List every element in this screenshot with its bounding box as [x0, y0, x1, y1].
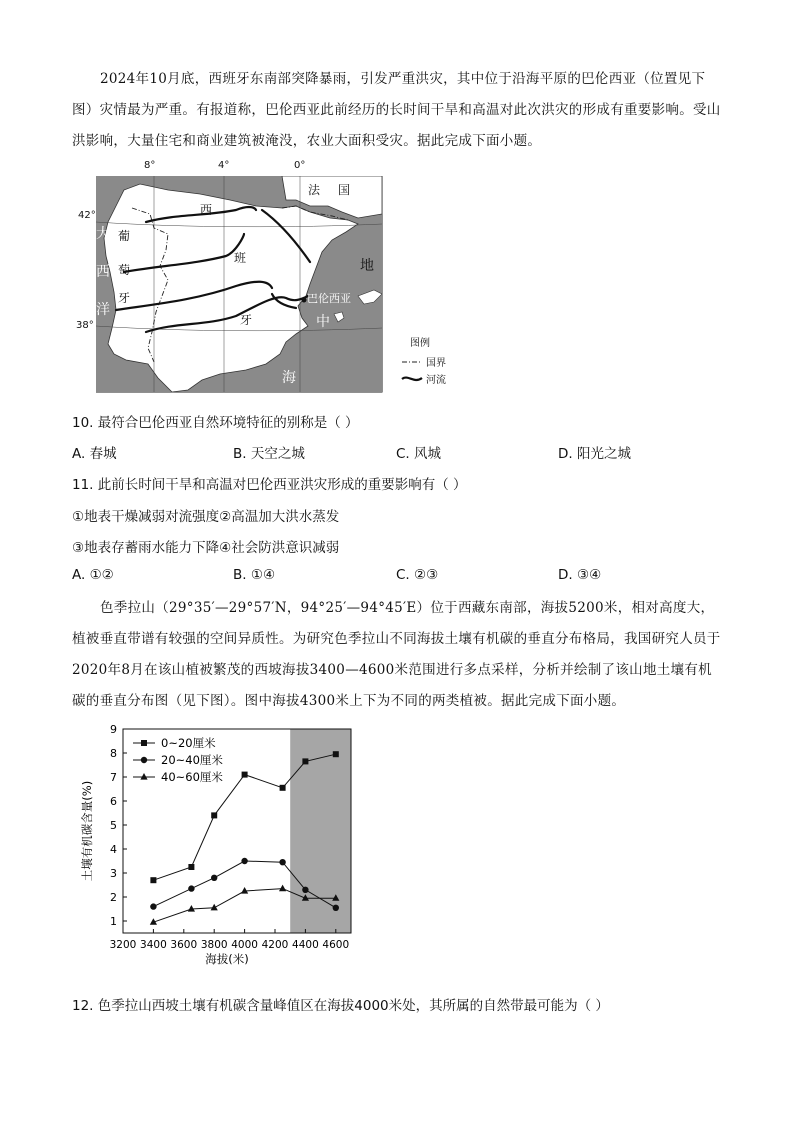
data-point	[188, 905, 195, 912]
q11-option-d[interactable]: D. ③④	[558, 567, 602, 583]
data-point	[150, 903, 156, 909]
x-tick-label: 3200	[109, 939, 137, 951]
legend-label: 0~20厘米	[161, 736, 216, 750]
label-med2: 中	[316, 314, 330, 330]
y-tick-label: 1	[110, 915, 117, 928]
data-point	[279, 859, 285, 865]
y-tick-label: 7	[110, 771, 117, 784]
q11-stem: 11. 此前长时间干旱和高温对巴伦西亚洪灾形成的重要影响有（ ）	[72, 477, 467, 493]
label-atlantic2: 西	[96, 264, 110, 280]
shaded-vegetation-zone	[290, 729, 351, 933]
y-tick-label: 6	[110, 795, 117, 808]
data-point	[333, 751, 339, 757]
label-france1: 法	[308, 183, 321, 197]
lat-label-42: 42°	[78, 210, 96, 221]
map-legend	[402, 336, 446, 386]
q10-option-c[interactable]: C. 风城	[396, 446, 442, 462]
data-point	[241, 887, 248, 894]
y-tick-label: 5	[110, 819, 117, 832]
legend-title: 图例	[410, 338, 430, 349]
label-france2: 国	[338, 183, 351, 197]
data-point	[188, 864, 194, 870]
label-spain3: 牙	[240, 313, 253, 327]
q11-line2: ③地表存蓄雨水能力下降④社会防洪意识减弱	[72, 540, 340, 556]
intro-paragraph-2: 色季拉山（29°35′—29°57′N，94°25′—94°45′E）位于西藏东南部，海拔5200米，相对高度大，植被垂直带谱有较强的空间异质性。为研究色季拉山不同海拔土壤有机碳的垂直分布格局，我国研究人员于2020年8月在该山植被繁茂的西坡海拔3400—4600米范围进行多点采样，分析并绘制了该山地土壤有机碳的垂直分布图（见下图）。图中海拔4300米上下为不同的两类植被。据此完成下面小题。	[72, 600, 721, 709]
legend-marker	[141, 740, 147, 746]
q11-option-b[interactable]: B. ①④	[233, 567, 276, 583]
x-tick-label: 3800	[200, 939, 228, 951]
lon-label-0: 0°	[294, 160, 306, 171]
x-tick-label: 3600	[170, 939, 198, 951]
data-point	[302, 887, 308, 893]
y-axis-label: 土壤有机碳含量(%)	[80, 780, 94, 882]
q10-option-a[interactable]: A. 春城	[72, 446, 117, 462]
label-portugal2: 萄	[118, 263, 131, 277]
x-axis-label: 海拔(米)	[205, 952, 249, 966]
intro-paragraph-1: 2024年10月底，西班牙东南部突降暴雨，引发严重洪灾，其中位于沿海平原的巴伦西亚（位置见下图）灾情最为严重。有报道称，巴伦西亚此前经历的长时间干旱和高温对此次洪灾的形成有重要影响。受山洪影响，大量住宅和商业建筑被淹没，农业大面积受灾。据此完成下面小题。	[72, 71, 721, 149]
label-atlantic3: 洋	[96, 302, 110, 318]
x-tick-label: 3400	[140, 939, 167, 951]
label-portugal1: 葡	[118, 229, 131, 243]
y-tick-label: 4	[110, 843, 117, 856]
label-spain1: 西	[200, 203, 213, 217]
q12-stem: 12. 色季拉山西坡土壤有机碳含量峰值区在海拔4000米处，其所属的自然带最可能为（ ）	[72, 998, 609, 1014]
data-point	[188, 885, 194, 891]
label-atlantic1: 大	[96, 226, 110, 242]
x-tick-label: 4200	[261, 939, 289, 951]
label-med3: 海	[282, 370, 296, 386]
legend-marker	[141, 757, 147, 763]
q10-option-d[interactable]: D. 阳光之城	[558, 446, 631, 462]
label-spain2: 班	[234, 251, 247, 265]
spain-map	[96, 176, 466, 394]
legend-river-symbol	[402, 378, 422, 380]
lon-label-4: 4°	[218, 160, 230, 171]
legend-marker	[140, 773, 147, 780]
legend-border: 国界	[426, 358, 446, 369]
data-point	[242, 772, 248, 778]
lon-label-8: 8°	[144, 160, 156, 171]
x-tick-label: 4400	[292, 939, 319, 951]
y-tick-label: 8	[110, 747, 117, 760]
label-valencia: 巴伦西亚	[307, 292, 351, 305]
legend-river: 河流	[426, 375, 446, 386]
q11-option-c[interactable]: C. ②③	[396, 567, 439, 583]
x-tick-label: 4000	[231, 939, 258, 951]
legend-label: 40~60厘米	[161, 770, 223, 784]
q10-stem: 10. 最符合巴伦西亚自然环境特征的别称是（ ）	[72, 415, 359, 431]
valencia-point	[302, 298, 307, 303]
label-portugal3: 牙	[118, 291, 131, 305]
x-tick-label: 4600	[322, 939, 350, 951]
q11-line1: ①地表干燥减弱对流强度②高温加大洪水蒸发	[72, 509, 340, 525]
soc-chart	[75, 723, 365, 979]
q10-option-b[interactable]: B. 天空之城	[233, 446, 305, 462]
data-point	[241, 858, 247, 864]
lat-label-38: 38°	[76, 320, 94, 331]
y-tick-label: 9	[110, 723, 117, 736]
y-tick-label: 3	[110, 867, 117, 880]
q11-option-a[interactable]: A. ①②	[72, 567, 114, 583]
label-med1: 地	[360, 258, 374, 274]
data-point	[211, 812, 217, 818]
data-point	[211, 904, 218, 911]
data-point	[280, 785, 286, 791]
legend-label: 20~40厘米	[161, 753, 223, 767]
data-point	[302, 758, 308, 764]
data-point	[211, 875, 217, 881]
data-point	[333, 905, 339, 911]
data-point	[150, 877, 156, 883]
data-point	[279, 885, 286, 892]
y-tick-label: 2	[110, 891, 117, 904]
